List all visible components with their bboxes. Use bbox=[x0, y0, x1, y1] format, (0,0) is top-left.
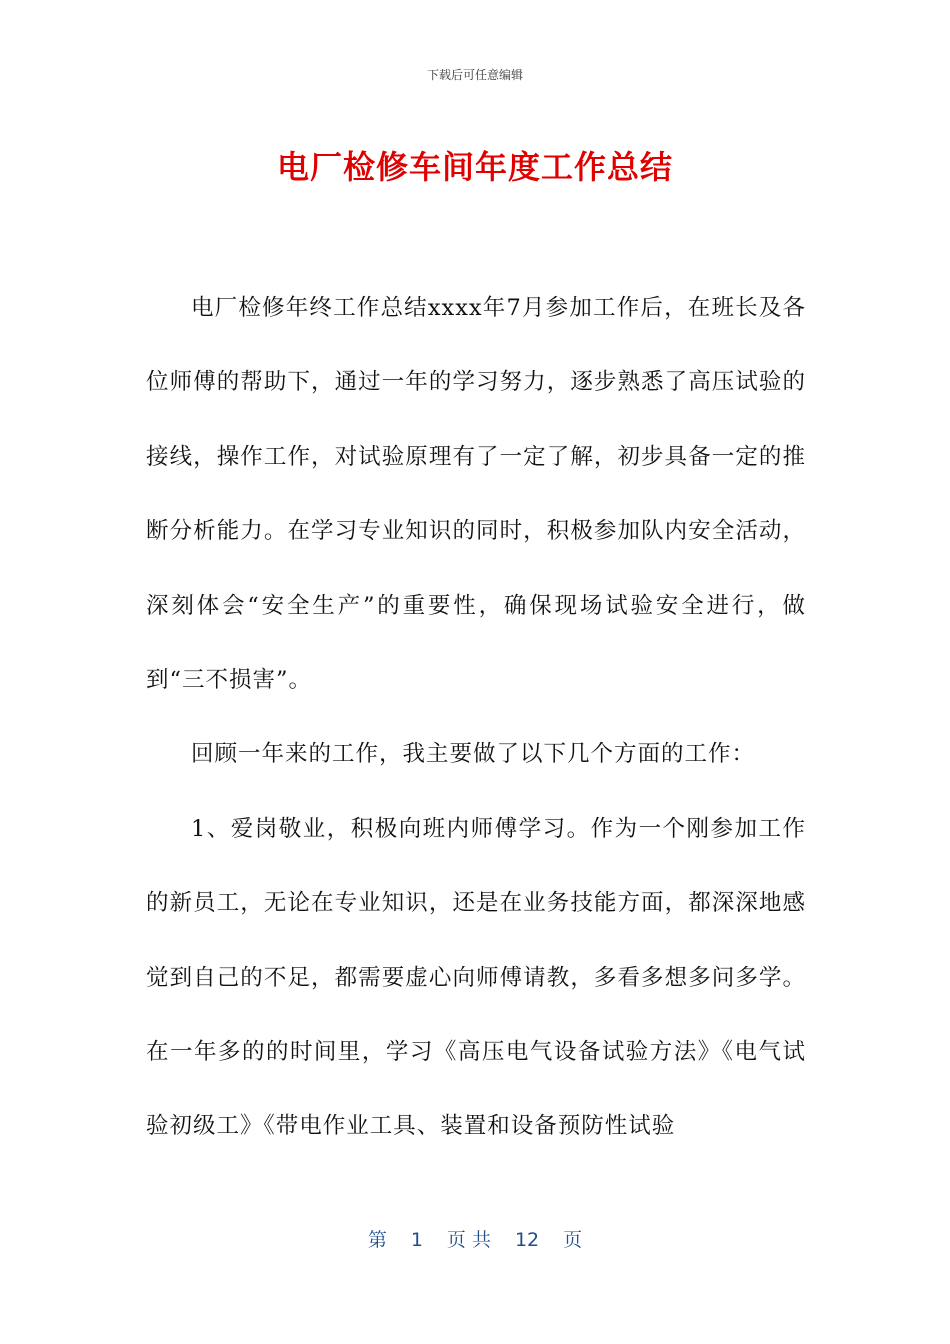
footer-total-pages: 12 bbox=[514, 1229, 540, 1251]
footer-current-page: 1 bbox=[410, 1229, 423, 1251]
footer-middle: 页 共 bbox=[446, 1229, 491, 1251]
page-footer bbox=[0, 1225, 950, 1252]
header-note: 下载后可任意编辑 bbox=[426, 68, 523, 82]
paragraph-intro: 电厂检修年终工作总结xxxx年7月参加工作后，在班长及各位师傅的帮助下，通过一年的学习努力，逐步熟悉了高压试验的接线，操作工作，对试验原理有了一定了解，初步具备一定的推断分析能力。在学习专业知识的同时，积极参加队内安全活动，深刻体会“安全生产”的重要性，确保现场试验安全进行，做到“三不损害”。 bbox=[146, 295, 806, 694]
document-body bbox=[146, 271, 806, 1164]
document-title: 电厂检修车间年度工作总结 bbox=[276, 148, 673, 186]
footer-prefix: 第 bbox=[367, 1229, 387, 1251]
paragraph-item-1: 1、爱岗敬业，积极向班内师傅学习。作为一个刚参加工作的新员工，无论在专业知识，还是在业务技能方面，都深深地感觉到自己的不足，都需要虚心向师傅请教，多看多想多问多学。在一年多的的时间里，学习《高压电气设备试验方法》《电气试验初级工》《带电作业工具、装置和设备预防性试验 bbox=[146, 815, 806, 1140]
paragraph-review: 回顾一年来的工作，我主要做了以下几个方面的工作： bbox=[191, 741, 756, 768]
footer-suffix: 页 bbox=[563, 1229, 583, 1251]
